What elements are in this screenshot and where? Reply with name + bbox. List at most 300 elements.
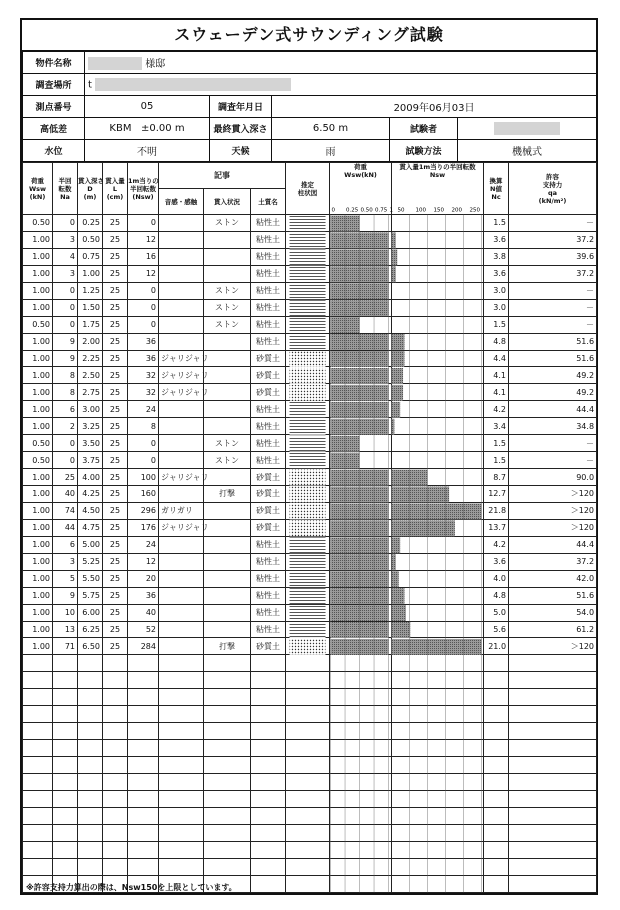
empty-cell — [251, 740, 286, 757]
empty-cell — [103, 740, 128, 757]
cell-sound — [159, 231, 204, 248]
cell-nsw-bar — [392, 486, 484, 503]
empty-cell — [509, 723, 597, 740]
load-tick-label: 0.50 — [360, 207, 373, 214]
cell-nsw-bar — [392, 384, 484, 401]
cell-capacity: － — [509, 215, 597, 232]
cell-capacity: 49.2 — [509, 367, 597, 384]
empty-cell — [484, 706, 509, 723]
empty-row — [23, 807, 597, 824]
table-row — [23, 452, 597, 469]
table-row — [23, 401, 597, 418]
empty-cell — [103, 723, 128, 740]
empty-cell — [251, 824, 286, 841]
cell-n-value: 4.1 — [484, 367, 509, 384]
cell-state — [204, 587, 251, 604]
empty-cell — [159, 706, 204, 723]
empty-cell — [53, 672, 78, 689]
cell-load-bar — [330, 469, 392, 486]
cell-load-bar — [330, 215, 392, 232]
empty-cell — [251, 655, 286, 672]
cell-nsw-bar — [392, 418, 484, 435]
cell-load: 1.00 — [23, 469, 53, 486]
elevation-ref: KBM — [109, 123, 132, 134]
cell-load-bar — [330, 604, 392, 621]
cell-load-bar — [330, 553, 392, 570]
cell-capacity: 37.2 — [509, 231, 597, 248]
cell-state — [204, 248, 251, 265]
cell-nsw-bar — [392, 215, 484, 232]
col-sound: 音感・感触 — [159, 189, 204, 215]
cell-load-bar — [330, 282, 392, 299]
empty-cell — [159, 841, 204, 858]
cell-col-fig — [286, 570, 330, 587]
empty-cell — [103, 790, 128, 807]
final-depth-value: 6.50 m — [272, 118, 390, 140]
location-label: 調査場所 — [23, 74, 85, 96]
empty-cell — [330, 773, 392, 790]
empty-cell — [509, 875, 597, 892]
cell-load-bar — [330, 265, 392, 282]
empty-cell — [484, 689, 509, 706]
cell-depth: 1.75 — [78, 316, 103, 333]
table-row — [23, 435, 597, 452]
cell-per-meter: 12 — [128, 265, 159, 282]
cell-col-fig — [286, 452, 330, 469]
cell-n-value: 3.0 — [484, 282, 509, 299]
redacted-tester — [494, 122, 560, 135]
cell-load: 0.50 — [23, 215, 53, 232]
cell-load: 1.00 — [23, 282, 53, 299]
cell-sound — [159, 333, 204, 350]
cell-sound — [159, 418, 204, 435]
cell-penetration: 25 — [103, 435, 128, 452]
cell-state: ストン — [204, 299, 251, 316]
cell-depth: 3.25 — [78, 418, 103, 435]
nsw-tick-label: 100 — [415, 207, 427, 214]
empty-cell — [286, 875, 330, 892]
cell-half-turns: 0 — [53, 435, 78, 452]
table-row — [23, 570, 597, 587]
empty-cell — [330, 723, 392, 740]
cell-soil: 粘性土 — [251, 418, 286, 435]
location-value — [85, 74, 597, 96]
empty-cell — [392, 757, 484, 774]
table-row — [23, 502, 597, 519]
empty-cell — [159, 790, 204, 807]
cell-capacity: ＞120 — [509, 638, 597, 655]
table-row — [23, 265, 597, 282]
cell-state: ストン — [204, 316, 251, 333]
empty-cell — [509, 841, 597, 858]
tester-label: 試験者 — [390, 118, 458, 140]
cell-load: 1.00 — [23, 570, 53, 587]
cell-depth: 2.00 — [78, 333, 103, 350]
empty-cell — [53, 790, 78, 807]
empty-cell — [251, 875, 286, 892]
cell-n-value: 4.0 — [484, 570, 509, 587]
cell-soil: 粘性土 — [251, 282, 286, 299]
cell-depth: 3.50 — [78, 435, 103, 452]
cell-nsw-bar — [392, 367, 484, 384]
table-row — [23, 282, 597, 299]
empty-cell — [103, 706, 128, 723]
empty-row — [23, 757, 597, 774]
empty-cell — [128, 689, 159, 706]
empty-row — [23, 655, 597, 672]
empty-cell — [509, 858, 597, 875]
empty-cell — [204, 841, 251, 858]
cell-soil: 砂質土 — [251, 350, 286, 367]
cell-state: ストン — [204, 215, 251, 232]
cell-depth: 5.00 — [78, 536, 103, 553]
cell-nsw-bar — [392, 265, 484, 282]
cell-load: 1.00 — [23, 401, 53, 418]
load-tick-label: 0.25 — [346, 207, 359, 214]
elevation-value — [85, 118, 210, 140]
empty-cell — [53, 740, 78, 757]
cell-soil: 粘性土 — [251, 452, 286, 469]
cell-state — [204, 519, 251, 536]
cell-load: 1.00 — [23, 265, 53, 282]
cell-soil: 粘性土 — [251, 553, 286, 570]
empty-cell — [23, 773, 53, 790]
cell-per-meter: 12 — [128, 553, 159, 570]
weather-value: 雨 — [272, 140, 390, 162]
cell-penetration: 25 — [103, 486, 128, 503]
cell-n-value: 1.5 — [484, 435, 509, 452]
sheet-title: スウェーデン式サウンディング試験 — [22, 20, 596, 51]
empty-cell — [330, 740, 392, 757]
cell-half-turns: 3 — [53, 265, 78, 282]
cell-soil: 粘性土 — [251, 604, 286, 621]
cell-sound: ジャリジャリ — [159, 469, 204, 486]
cell-load: 1.00 — [23, 333, 53, 350]
cell-per-meter: 284 — [128, 638, 159, 655]
cell-soil: 砂質土 — [251, 519, 286, 536]
empty-cell — [159, 740, 204, 757]
cell-col-fig — [286, 384, 330, 401]
redacted-location — [95, 78, 291, 91]
point-value: 05 — [85, 96, 210, 118]
col-capacity: 許容 支持力 qa (kN/m²) — [509, 163, 597, 215]
cell-state — [204, 553, 251, 570]
cell-soil: 粘性土 — [251, 401, 286, 418]
cell-n-value: 1.5 — [484, 316, 509, 333]
table-row — [23, 215, 597, 232]
cell-col-fig — [286, 536, 330, 553]
cell-sound — [159, 316, 204, 333]
empty-cell — [484, 655, 509, 672]
empty-cell — [103, 824, 128, 841]
cell-nsw-bar — [392, 299, 484, 316]
empty-cell — [78, 841, 103, 858]
empty-cell — [286, 706, 330, 723]
cell-per-meter: 16 — [128, 248, 159, 265]
table-row — [23, 367, 597, 384]
cell-n-value: 3.8 — [484, 248, 509, 265]
empty-cell — [392, 790, 484, 807]
empty-cell — [509, 790, 597, 807]
cell-depth: 0.50 — [78, 231, 103, 248]
table-row — [23, 248, 597, 265]
empty-cell — [78, 757, 103, 774]
cell-n-value: 4.2 — [484, 401, 509, 418]
empty-cell — [251, 723, 286, 740]
cell-per-meter: 24 — [128, 536, 159, 553]
empty-cell — [23, 740, 53, 757]
empty-cell — [78, 740, 103, 757]
cell-capacity: 44.4 — [509, 536, 597, 553]
cell-soil: 砂質土 — [251, 469, 286, 486]
method-label: 試験方法 — [390, 140, 458, 162]
col-penetration: 貫入量 L (cm) — [103, 163, 128, 215]
table-row — [23, 519, 597, 536]
redacted-name — [88, 57, 142, 70]
empty-cell — [484, 740, 509, 757]
cell-col-fig — [286, 282, 330, 299]
cell-capacity: 51.6 — [509, 587, 597, 604]
cell-half-turns: 8 — [53, 384, 78, 401]
empty-cell — [53, 723, 78, 740]
empty-cell — [204, 773, 251, 790]
water-label: 水位 — [23, 140, 85, 162]
empty-row — [23, 740, 597, 757]
empty-cell — [103, 757, 128, 774]
cell-col-fig — [286, 401, 330, 418]
cell-nsw-bar — [392, 587, 484, 604]
cell-half-turns: 0 — [53, 299, 78, 316]
cell-soil: 粘性土 — [251, 621, 286, 638]
cell-depth: 4.50 — [78, 502, 103, 519]
empty-cell — [509, 807, 597, 824]
cell-half-turns: 5 — [53, 570, 78, 587]
empty-cell — [103, 672, 128, 689]
cell-capacity: 44.4 — [509, 401, 597, 418]
empty-cell — [251, 807, 286, 824]
col-column-figure: 推定 柱状図 — [286, 163, 330, 215]
cell-nsw-bar — [392, 350, 484, 367]
cell-col-fig — [286, 265, 330, 282]
empty-row — [23, 773, 597, 790]
cell-col-fig — [286, 638, 330, 655]
cell-depth: 4.25 — [78, 486, 103, 503]
empty-cell — [23, 655, 53, 672]
cell-capacity: 37.2 — [509, 553, 597, 570]
cell-per-meter: 100 — [128, 469, 159, 486]
cell-sound — [159, 215, 204, 232]
empty-cell — [286, 689, 330, 706]
cell-load: 0.50 — [23, 435, 53, 452]
empty-cell — [204, 740, 251, 757]
empty-cell — [204, 706, 251, 723]
empty-row — [23, 858, 597, 875]
cell-n-value: 8.7 — [484, 469, 509, 486]
cell-load-bar — [330, 621, 392, 638]
cell-per-meter: 160 — [128, 486, 159, 503]
cell-load-bar — [330, 519, 392, 536]
cell-nsw-bar — [392, 333, 484, 350]
cell-col-fig — [286, 299, 330, 316]
property-value — [85, 52, 597, 74]
property-row — [23, 52, 597, 74]
cell-nsw-bar — [392, 248, 484, 265]
table-row — [23, 536, 597, 553]
cell-col-fig — [286, 604, 330, 621]
empty-cell — [53, 824, 78, 841]
empty-cell — [23, 807, 53, 824]
date-value: 2009年06月03日 — [272, 96, 597, 118]
load-tick-label: 0.75 — [375, 207, 388, 214]
empty-cell — [484, 757, 509, 774]
cell-penetration: 25 — [103, 553, 128, 570]
cell-half-turns: 9 — [53, 587, 78, 604]
cell-penetration: 25 — [103, 333, 128, 350]
cell-per-meter: 36 — [128, 587, 159, 604]
empty-cell — [509, 706, 597, 723]
cell-state — [204, 570, 251, 587]
final-depth-label: 最終貫入深さ — [210, 118, 272, 140]
empty-cell — [159, 757, 204, 774]
cell-penetration: 25 — [103, 502, 128, 519]
water-value: 不明 — [85, 140, 210, 162]
cell-sound — [159, 536, 204, 553]
cell-state — [204, 502, 251, 519]
cell-col-fig — [286, 215, 330, 232]
empty-cell — [330, 790, 392, 807]
empty-cell — [103, 655, 128, 672]
cell-load: 0.50 — [23, 452, 53, 469]
col-state: 貫入状況 — [204, 189, 251, 215]
empty-cell — [78, 672, 103, 689]
empty-cell — [286, 757, 330, 774]
cell-capacity: － — [509, 299, 597, 316]
cell-n-value: 13.7 — [484, 519, 509, 536]
cell-load-bar — [330, 502, 392, 519]
cell-soil: 砂質土 — [251, 367, 286, 384]
table-row — [23, 469, 597, 486]
empty-row — [23, 672, 597, 689]
empty-cell — [128, 824, 159, 841]
cell-soil: 粘性土 — [251, 435, 286, 452]
empty-cell — [286, 807, 330, 824]
cell-col-fig — [286, 519, 330, 536]
cell-state — [204, 621, 251, 638]
empty-cell — [330, 757, 392, 774]
cell-nsw-bar — [392, 570, 484, 587]
cell-per-meter: 40 — [128, 604, 159, 621]
cell-nsw-bar — [392, 282, 484, 299]
empty-row — [23, 689, 597, 706]
table-row — [23, 333, 597, 350]
cell-depth: 6.50 — [78, 638, 103, 655]
cell-nsw-bar — [392, 621, 484, 638]
load-tick-label: 0 — [331, 207, 336, 214]
cell-n-value: 4.2 — [484, 536, 509, 553]
cell-capacity: ＞120 — [509, 519, 597, 536]
empty-cell — [330, 841, 392, 858]
cell-half-turns: 71 — [53, 638, 78, 655]
empty-cell — [251, 790, 286, 807]
empty-row — [23, 841, 597, 858]
empty-cell — [286, 841, 330, 858]
empty-cell — [251, 689, 286, 706]
cell-sound — [159, 248, 204, 265]
table-row — [23, 553, 597, 570]
cell-n-value: 4.1 — [484, 384, 509, 401]
col-soil: 土質名 — [251, 189, 286, 215]
empty-cell — [53, 807, 78, 824]
cell-capacity: － — [509, 435, 597, 452]
cell-capacity: 42.0 — [509, 570, 597, 587]
nsw-tick-label: 200 — [451, 207, 463, 214]
cell-load: 1.00 — [23, 350, 53, 367]
cell-half-turns: 10 — [53, 604, 78, 621]
cell-n-value: 3.6 — [484, 231, 509, 248]
empty-cell — [484, 841, 509, 858]
empty-cell — [330, 875, 392, 892]
cell-state — [204, 265, 251, 282]
empty-cell — [509, 655, 597, 672]
point-row — [23, 96, 597, 118]
cell-depth: 1.00 — [78, 265, 103, 282]
cell-capacity: ＞120 — [509, 502, 597, 519]
cell-load-bar — [330, 587, 392, 604]
empty-cell — [23, 706, 53, 723]
empty-cell — [509, 757, 597, 774]
cell-depth: 1.25 — [78, 282, 103, 299]
table-row — [23, 231, 597, 248]
cell-depth: 3.00 — [78, 401, 103, 418]
empty-cell — [509, 689, 597, 706]
empty-cell — [392, 706, 484, 723]
empty-cell — [484, 807, 509, 824]
empty-cell — [509, 824, 597, 841]
empty-cell — [78, 858, 103, 875]
cell-load: 1.00 — [23, 486, 53, 503]
table-row — [23, 486, 597, 503]
cell-n-value: 21.8 — [484, 502, 509, 519]
cell-state: ストン — [204, 452, 251, 469]
cell-per-meter: 0 — [128, 316, 159, 333]
cell-state: 打撃 — [204, 486, 251, 503]
cell-penetration: 25 — [103, 401, 128, 418]
empty-cell — [78, 689, 103, 706]
cell-col-fig — [286, 486, 330, 503]
empty-cell — [78, 706, 103, 723]
empty-cell — [204, 655, 251, 672]
cell-sound: ジャリジャリ — [159, 384, 204, 401]
empty-cell — [53, 757, 78, 774]
cell-penetration: 25 — [103, 587, 128, 604]
cell-depth: 2.75 — [78, 384, 103, 401]
empty-cell — [330, 807, 392, 824]
date-label: 調査年月日 — [210, 96, 272, 118]
empty-row — [23, 706, 597, 723]
cell-half-turns: 2 — [53, 418, 78, 435]
empty-cell — [23, 858, 53, 875]
cell-state: 打撃 — [204, 638, 251, 655]
cell-soil: 砂質土 — [251, 384, 286, 401]
cell-load-bar — [330, 536, 392, 553]
cell-nsw-bar — [392, 553, 484, 570]
cell-sound — [159, 587, 204, 604]
nsw-tick-label: 150 — [433, 207, 445, 214]
cell-load: 1.00 — [23, 502, 53, 519]
cell-sound — [159, 621, 204, 638]
cell-sound: ジャリジャリ — [159, 519, 204, 536]
cell-nsw-bar — [392, 519, 484, 536]
